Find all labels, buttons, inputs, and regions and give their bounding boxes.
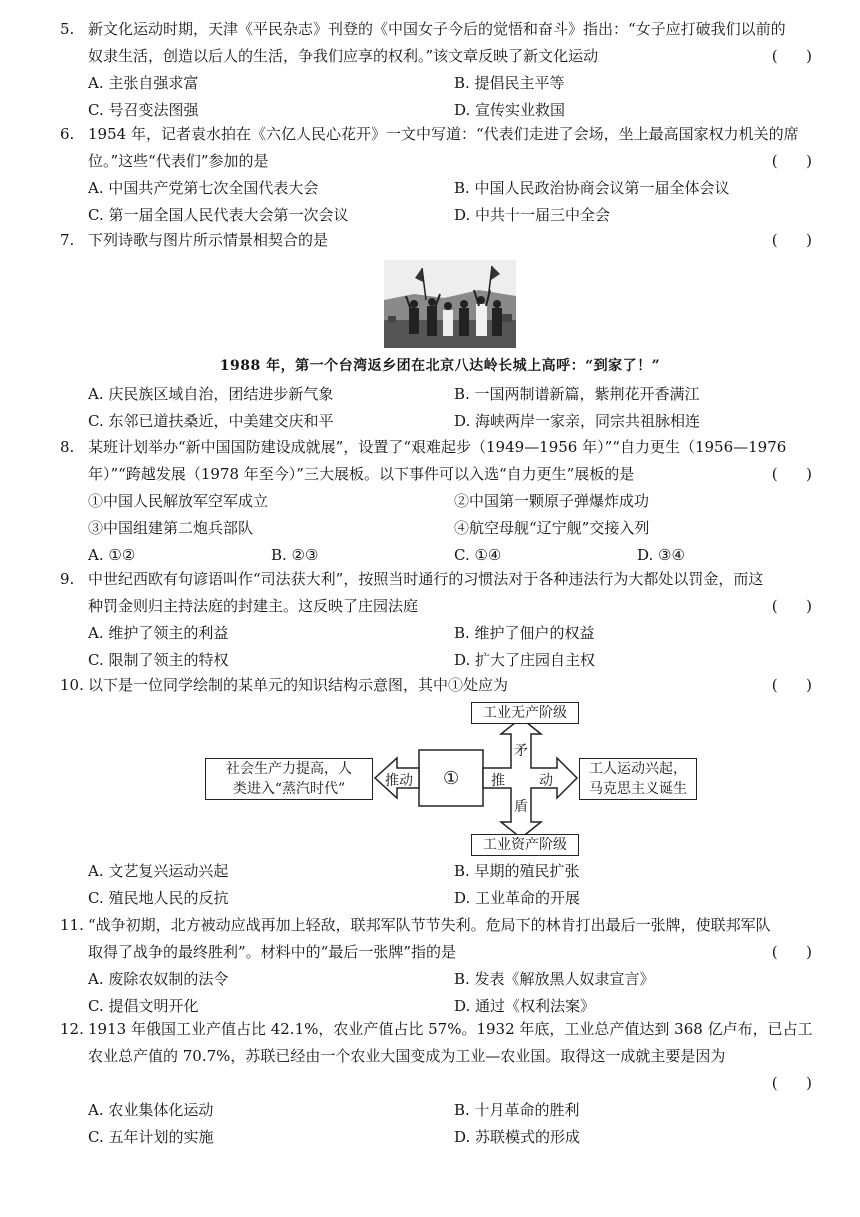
event-item-2: ②中国第一颗原子弹爆炸成功 <box>454 492 650 510</box>
option-c[interactable]: C. 第一届全国人民代表大会第一次会议 <box>88 206 349 224</box>
option-b[interactable]: B. ②③ <box>271 546 319 564</box>
move-label: 动 <box>539 773 553 789</box>
option-a[interactable]: A. 主张自强求富 <box>88 74 199 92</box>
answer-blank[interactable]: ( ) <box>771 152 812 170</box>
option-d[interactable]: D. 宣传实业救国 <box>454 101 566 119</box>
option-a[interactable]: A. 废除农奴制的法令 <box>88 970 229 988</box>
option-a[interactable]: A. 文艺复兴运动兴起 <box>88 862 229 880</box>
option-d[interactable]: D. 通过《权利法案》 <box>454 997 596 1015</box>
event-item-1: ①中国人民解放军空军成立 <box>88 492 269 510</box>
answer-blank[interactable]: ( ) <box>771 676 812 694</box>
answer-blank[interactable]: ( ) <box>771 231 812 249</box>
answer-blank[interactable]: ( ) <box>771 47 812 65</box>
question-number: 8. <box>60 438 75 456</box>
left-box-line2: 类进入“蒸汽时代” <box>232 781 346 797</box>
option-a[interactable]: A. 中国共产党第七次全国代表大会 <box>88 179 319 197</box>
knowledge-structure-diagram <box>205 700 625 860</box>
option-c[interactable]: C. 限制了领主的特权 <box>88 651 229 669</box>
option-d[interactable]: D. 苏联模式的形成 <box>454 1128 581 1146</box>
answer-blank[interactable]: ( ) <box>771 943 812 961</box>
option-d[interactable]: D. 扩大了庄园自主权 <box>454 651 596 669</box>
question-7 <box>60 227 820 254</box>
question-stem-cont: 种罚金则归主持法庭的封建主。这反映了庄园法庭 <box>88 597 419 615</box>
question-11 <box>60 912 820 1020</box>
option-a[interactable]: A. ①② <box>88 546 136 564</box>
option-d[interactable]: D. 海峡两岸一家亲，同宗共祖脉相连 <box>454 412 701 430</box>
question-number: 6. <box>60 125 75 143</box>
option-d[interactable]: D. 中共十一届三中全会 <box>454 206 611 224</box>
question-12 <box>60 1016 820 1151</box>
option-b[interactable]: B. 发表《解放黑人奴隶宣言》 <box>454 970 655 988</box>
option-c[interactable]: C. 殖民地人民的反抗 <box>88 889 229 907</box>
question-stem: 以下是一位同学绘制的某单元的知识结构示意图，其中①处应为 <box>88 676 509 694</box>
question-number: 10. <box>60 676 84 694</box>
option-a[interactable]: A. 维护了领主的利益 <box>88 624 229 642</box>
question-5 <box>60 16 820 124</box>
question-9 <box>60 566 820 674</box>
question-number: 12. <box>60 1020 84 1038</box>
question-stem: 中世纪西欧有句谚语叫作“司法获大利”，按照当时通行的习惯法对于各种违法行为大都处以罚金，而这 <box>88 570 764 588</box>
left-box <box>205 758 373 800</box>
bottom-box: 工业资产阶级 <box>471 834 579 856</box>
option-b[interactable]: B. 提倡民主平等 <box>454 74 565 92</box>
right-box-line2: 马克思主义诞生 <box>589 781 687 797</box>
question-stem-cont: 农业总产值的 70.7%，苏联已经由一个农业大国变成为工业—农业国。取得这一成就主要是因为 <box>88 1047 726 1065</box>
question-stem-cont: 取得了战争的最终胜利”。材料中的“最后一张牌”指的是 <box>88 943 457 961</box>
contradiction-label-1: 矛 <box>514 743 528 759</box>
question-number: 5. <box>60 20 75 38</box>
question-7-options <box>60 381 820 435</box>
question-stem: 下列诗歌与图片所示情景相契合的是 <box>88 231 329 249</box>
option-d[interactable]: D. 工业革命的开展 <box>454 889 581 907</box>
question-stem: “战争初期，北方被动应战再加上轻敌，联邦军队节节失利。危局下的林肯打出最后一张牌，使联邦军队 <box>88 916 771 934</box>
right-box-line1: 工人运动兴起， <box>589 761 687 777</box>
question-10-options <box>60 858 820 912</box>
option-c[interactable]: C. 东邻已道扶桑近，中美建交庆和平 <box>88 412 334 430</box>
question-stem-cont: 年）”“跨越发展（1978 年至今）”三大展板。以下事件可以入选“自力更生”展板的是 <box>88 465 635 483</box>
option-a[interactable]: A. 庆民族区域自治，团结进步新气象 <box>88 385 334 403</box>
answer-blank[interactable]: ( ) <box>771 465 812 483</box>
question-10 <box>60 672 820 699</box>
question-number: 7. <box>60 231 75 249</box>
center-marker: ① <box>443 768 460 789</box>
option-a[interactable]: A. 农业集体化运动 <box>88 1101 214 1119</box>
question-stem: 1954 年，记者袁水拍在《六亿人民心花开》一文中写道：“代表们走进了会场，坐上最高国家权力机关的席 <box>88 125 799 143</box>
option-b[interactable]: B. 早期的殖民扩张 <box>454 862 580 880</box>
option-b[interactable]: B. 一国两制谱新篇，紫荆花开香满江 <box>454 385 700 403</box>
left-box-line1: 社会生产力提高，人 <box>226 761 352 777</box>
option-c[interactable]: C. 提倡文明开化 <box>88 997 199 1015</box>
question-8 <box>60 434 820 569</box>
option-c[interactable]: C. 五年计划的实施 <box>88 1128 214 1146</box>
option-d[interactable]: D. ③④ <box>637 546 685 564</box>
question-6 <box>60 121 820 229</box>
question-number: 9. <box>60 570 75 588</box>
contradiction-label-2: 盾 <box>514 799 528 815</box>
top-box: 工业无产阶级 <box>471 702 579 724</box>
question-number: 11. <box>60 916 84 934</box>
question-stem-cont: 位。”这些“代表们”参加的是 <box>88 152 269 170</box>
question-stem: 某班计划举办“新中国国防建设成就展”，设置了“艰难起步（1949—1956 年）”“自力更生（1956—1976 <box>88 438 787 456</box>
right-box <box>579 758 697 800</box>
question-stem: 1913 年俄国工业产值占比 42.1%，农业产值占比 57%。1932 年底，工业总产值达到 368 亿卢布，已占工 <box>88 1020 813 1038</box>
photo-caption: 1988 年，第一个台湾返乡团在北京八达岭长城上高呼：“到家了！” <box>219 358 661 374</box>
question-stem: 新文化运动时期，天津《平民杂志》刊登的《中国女子今后的觉悟和奋斗》指出：“女子应打破我们以前的 <box>88 20 786 38</box>
option-c[interactable]: C. ①④ <box>454 546 502 564</box>
answer-blank[interactable]: ( ) <box>771 1074 812 1092</box>
event-item-4: ④航空母舰“辽宁舰”交接入列 <box>454 519 650 537</box>
option-b[interactable]: B. 中国人民政治协商会议第一届全体会议 <box>454 179 730 197</box>
left-arrow-label: 推动 <box>385 773 413 789</box>
great-wall-photo <box>384 260 516 348</box>
option-b[interactable]: B. 维护了佃户的权益 <box>454 624 595 642</box>
option-b[interactable]: B. 十月革命的胜利 <box>454 1101 580 1119</box>
answer-blank[interactable]: ( ) <box>771 597 812 615</box>
question-stem-cont: 奴隶生活，创造以后人的生活，争我们应享的权利。”该文章反映了新文化运动 <box>88 47 599 65</box>
event-item-3: ③中国组建第二炮兵部队 <box>88 519 254 537</box>
push-label: 推 <box>491 773 505 789</box>
option-c[interactable]: C. 号召变法图强 <box>88 101 199 119</box>
